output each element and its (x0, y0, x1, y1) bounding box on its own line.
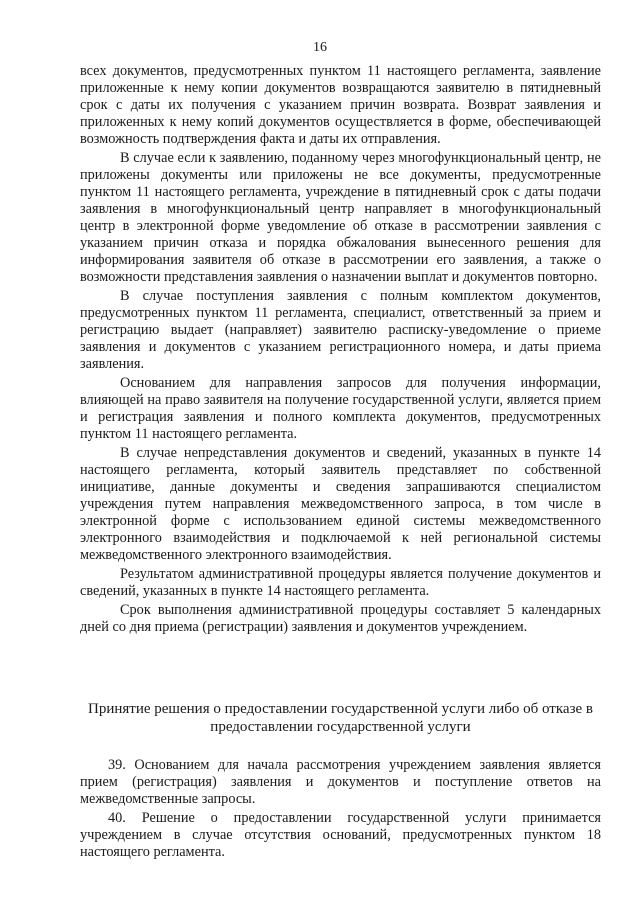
numbered-paragraphs (80, 757, 601, 863)
paragraph: В случае непредставления документов и сведений, указанных в пункте 14 настоящего регламента, который заявитель представляет по собственной инициативе, данные документы и сведения запрашиваются специалистом учреждения путем направления межведомственного запроса, в том числе в электронной форме с использованием единой системы межведомственного электронного взаимодействия и подключаемой к ней региональной системы межведомственного электронного взаимодействия. (80, 445, 601, 563)
section-title: Принятие решения о предоставлении государственной услуги либо об отказе в предоставлении государственной услуги (88, 701, 593, 735)
numbered-paragraph: 39. Основанием для начала рассмотрения учреждением заявления является прием (регистрация) заявления и документов и поступление ответов на межведомственные запросы. (80, 757, 601, 807)
paragraph: В случае поступления заявления с полным комплектом документов, предусмотренных пунктом 11 регламента, специалист, ответственный за прием и регистрацию выдает (направляет) заявителю расписку-уведомление о приеме заявления и документов с указанием регистрационного номера, и даты приема заявления. (80, 288, 601, 372)
paragraph: Основанием для направления запросов для получения информации, влияющей на право заявителя на получение государственной услуги, является прием и регистрация заявления и полного комплекта документов, предусмотренных пунктом 11 настоящего регламента. (80, 375, 601, 442)
paragraph: Срок выполнения административной процедуры составляет 5 календарных дней со дня приема (регистрации) заявления и документов учреждением. (80, 602, 601, 635)
page-number: 16 (313, 40, 327, 55)
paragraph-continued: всех документов, предусмотренных пунктом 11 настоящего регламента, заявление приложенные к нему копии документов возвращаются заявителю в пятидневный срок с даты их получения с указанием причин возврата. Возврат заявления и приложенных к нему копий документов осуществляется в форме, обеспечивающей возможность подтверждения факта и даты их отправления. (80, 63, 601, 147)
paragraph: В случае если к заявлению, поданному через многофункциональный центр, не приложены документы или приложены не все документы, предусмотренные пунктом 11 настоящего регламента, учреждение в пятидневный срок с даты подачи заявления в многофункциональный центр направляет в многофункциональный центр в электронной форме уведомление об отказе в рассмотрении заявления с указанием причин отказа и порядка обжалования вынесенного решения для информирования заявителя об отказе в рассмотрении его заявления, а также о возможности представления заявления о назначении выплат и документов повторно. (80, 150, 601, 285)
numbered-paragraph: 40. Решение о предоставлении государственной услуги принимается учреждением в случае отсутствия оснований, предусмотренных пунктом 18 настоящего регламента. (80, 810, 601, 860)
paragraph: Результатом административной процедуры является получение документов и сведений, указанных в пункте 14 настоящего регламента. (80, 566, 601, 599)
body-text (80, 63, 601, 636)
